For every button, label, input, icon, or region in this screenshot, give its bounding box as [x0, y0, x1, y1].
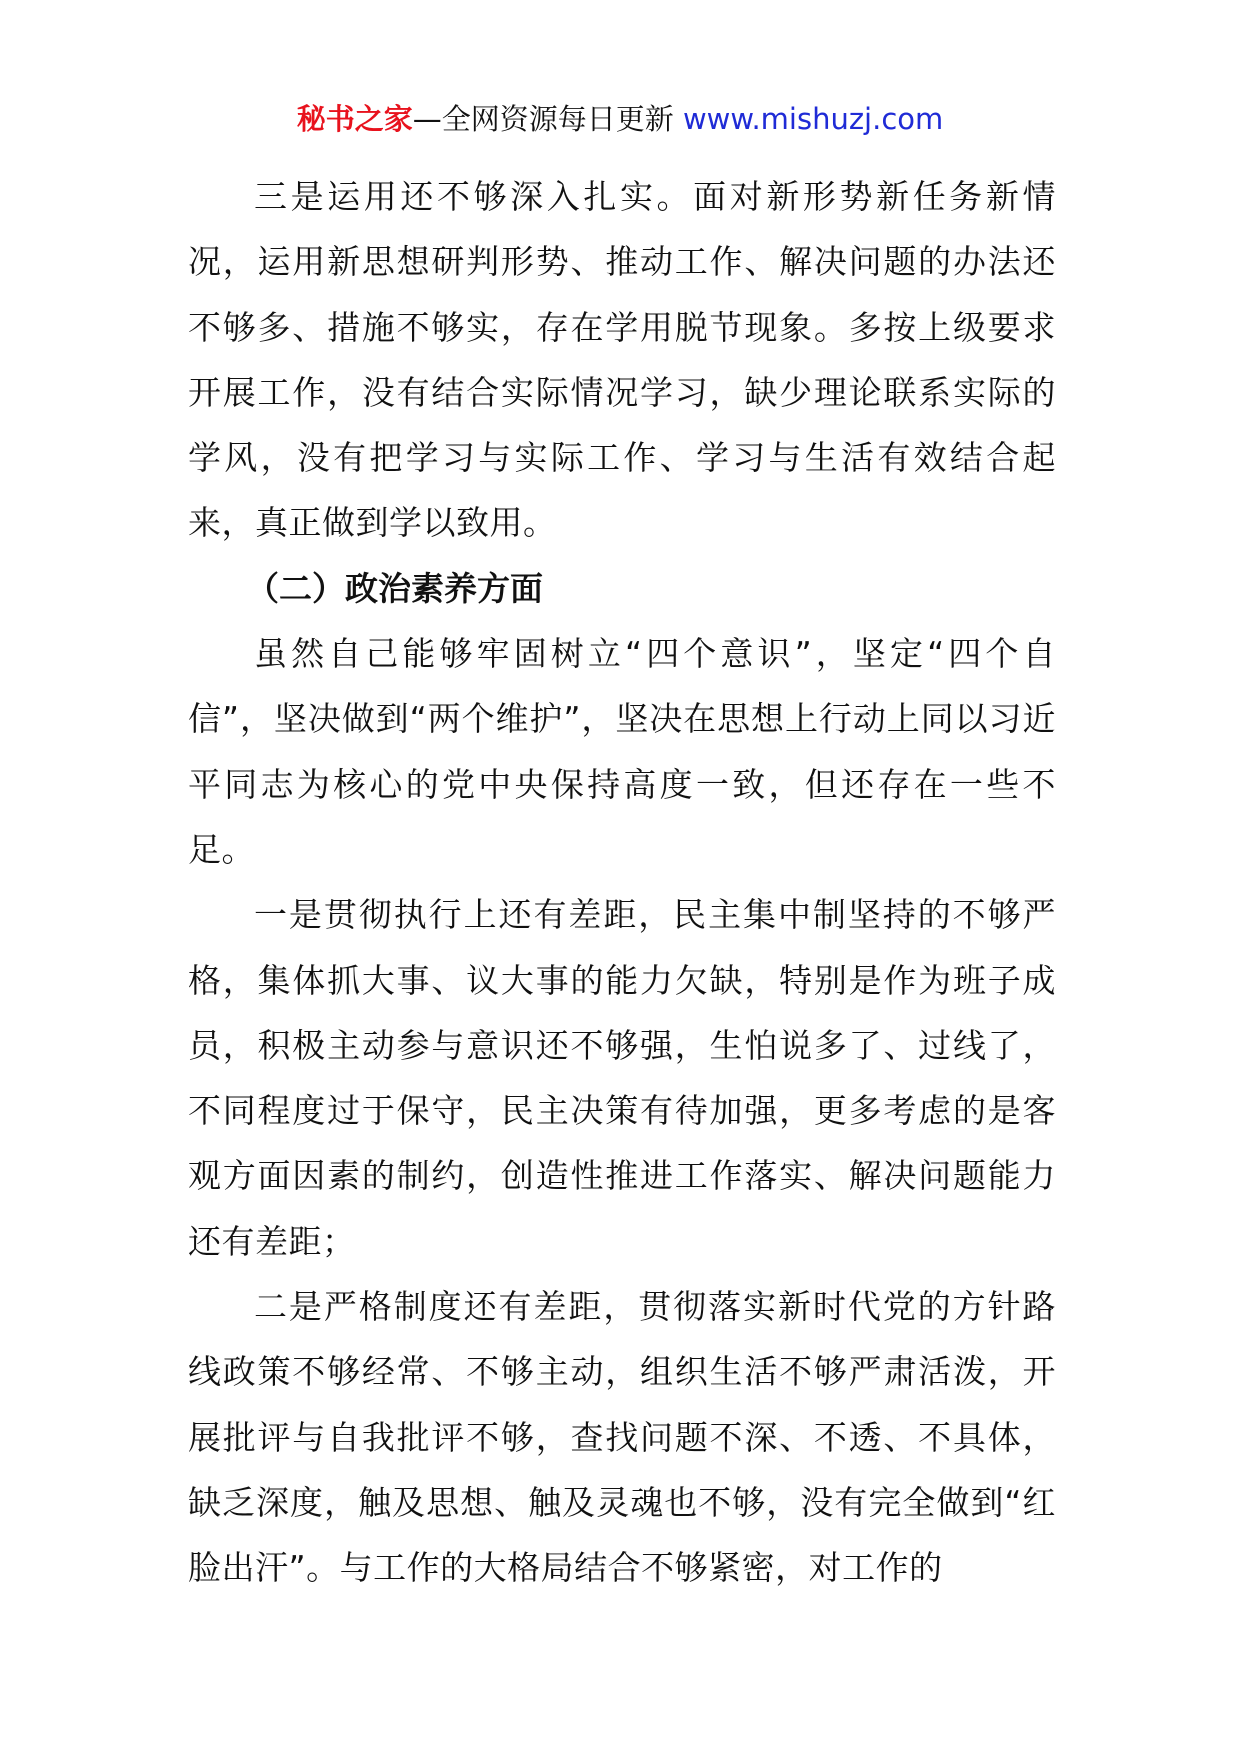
header-tagline: —全网资源每日更新: [412, 102, 683, 136]
paragraph-system-gap: 二是严格制度还有差距，贯彻落实新时代党的方针路线政策不够经常、不够主动，组织生活不够严肃活泼，开展批评与自我批评不够，查找问题不深、不透、不具体，缺乏深度，触及思想、触及灵魂也不够，没有完全做到“红脸出汗”。与工作的大格局结合不够紧密，对工作的: [188, 1287, 1056, 1588]
document-body: [188, 164, 1056, 1601]
page-header: [0, 98, 1240, 140]
section-heading-political: （二）政治素养方面: [246, 568, 543, 608]
paragraph-implementation-gap: 一是贯彻执行上还有差距，民主集中制坚持的不够严格，集体抓大事、议大事的能力欠缺，特别是作为班子成员，积极主动参与意识还不够强，生怕说多了、过线了，不同程度过于保守，民主决策有待加强，更多考虑的是客观方面因素的制约，创造性推进工作落实、解决问题能力还有差距；: [188, 895, 1056, 1261]
paragraph-political-intro: 虽然自己能够牢固树立“四个意识”，坚定“四个自信”，坚决做到“两个维护”，坚决在思想上行动上同以习近平同志为核心的党中央保持高度一致，但还存在一些不足。: [188, 634, 1056, 869]
paragraph-application: 三是运用还不够深入扎实。面对新形势新任务新情况，运用新思想研判形势、推动工作、解决问题的办法还不够多、措施不够实，存在学用脱节现象。多按上级要求开展工作，没有结合实际情况学习，缺少理论联系实际的学风，没有把学习与实际工作、学习与生活有效结合起来，真正做到学以致用。: [188, 177, 1056, 543]
site-url-link[interactable]: www.mishuzj.com: [682, 102, 944, 136]
brand-name: 秘书之家: [296, 102, 413, 136]
